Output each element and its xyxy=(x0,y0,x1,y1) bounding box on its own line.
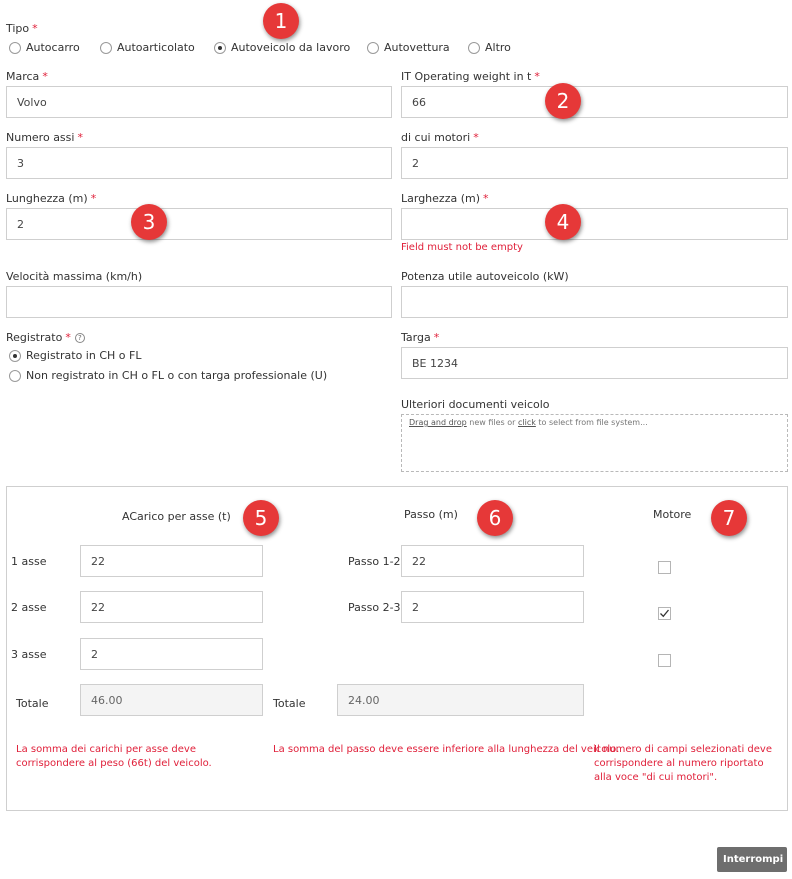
numero-assi-label: Numero assi * xyxy=(6,131,83,144)
annotation-badge-4: 4 xyxy=(545,204,581,240)
annotation-badge-7: 7 xyxy=(711,500,747,536)
annotation-badge-5: 5 xyxy=(243,500,279,536)
motor-checkbox-2[interactable] xyxy=(658,607,671,620)
axle-row-label: 3 asse xyxy=(11,648,47,661)
operating-weight-input[interactable] xyxy=(401,86,788,118)
potenza-label: Potenza utile autoveicolo (kW) xyxy=(401,270,569,283)
registrato-label: Registrato * ? xyxy=(6,331,85,344)
annotation-badge-3: 3 xyxy=(131,204,167,240)
annotation-badge-2: 2 xyxy=(545,83,581,119)
motor-header: Motore xyxy=(653,508,692,521)
di-cui-motori-label: di cui motori * xyxy=(401,131,479,144)
documenti-label: Ulteriori documenti veicolo xyxy=(401,398,550,411)
load-total-field xyxy=(80,684,263,716)
lunghezza-label: Lunghezza (m) * xyxy=(6,192,97,205)
tipo-option-autovettura[interactable]: Autovettura xyxy=(367,41,450,54)
axle-load-input-3[interactable] xyxy=(80,638,263,670)
tipo-option-altro[interactable]: Altro xyxy=(468,41,511,54)
registrato-option-ch-fl[interactable]: Registrato in CH o FL xyxy=(9,349,141,362)
larghezza-input[interactable] xyxy=(401,208,788,240)
load-sum-error: La somma dei carichi per asse deve corrispondere al peso (66t) del veicolo. xyxy=(16,744,212,769)
file-drop-zone[interactable]: Drag and drop new files or click to select from file system... xyxy=(401,414,788,472)
larghezza-label: Larghezza (m) * xyxy=(401,192,489,205)
load-total-label: Totale xyxy=(16,697,49,710)
numero-assi-input[interactable] xyxy=(6,147,392,179)
targa-label: Targa * xyxy=(401,331,440,344)
radio-selected-icon[interactable] xyxy=(214,42,226,54)
motor-checkbox-1[interactable] xyxy=(658,561,671,574)
tipo-option-autoarticolato[interactable]: Autoarticolato xyxy=(100,41,195,54)
axle-load-input-1[interactable] xyxy=(80,545,263,577)
registrato-option-non-registrato[interactable]: Non registrato in CH o FL o con targa professionale (U) xyxy=(9,369,327,382)
radio-icon[interactable] xyxy=(9,42,21,54)
radio-icon[interactable] xyxy=(9,370,21,382)
radio-icon[interactable] xyxy=(100,42,112,54)
click-link[interactable]: click xyxy=(517,418,536,427)
annotation-badge-6: 6 xyxy=(477,500,513,536)
pitch-input-2-3[interactable] xyxy=(401,591,584,623)
load-header: ACarico per asse (t) xyxy=(122,510,231,523)
potenza-input[interactable] xyxy=(401,286,788,318)
pitch-label: Passo 1-2 xyxy=(348,555,401,568)
pitch-label: Passo 2-3 xyxy=(348,601,401,614)
motor-checkbox-3[interactable] xyxy=(658,654,671,667)
pitch-total-label: Totale xyxy=(273,697,306,710)
tipo-option-autocarro[interactable]: Autocarro xyxy=(9,41,80,54)
radio-selected-icon[interactable] xyxy=(9,350,21,362)
lunghezza-input[interactable] xyxy=(6,208,392,240)
help-icon[interactable]: ? xyxy=(75,333,85,343)
marca-input[interactable] xyxy=(6,86,392,118)
radio-icon[interactable] xyxy=(367,42,379,54)
axle-row-label: 1 asse xyxy=(11,555,47,568)
pitch-total-field xyxy=(337,684,584,716)
axle-row-label: 2 asse xyxy=(11,601,47,614)
drag-and-drop-text: Drag and drop xyxy=(409,418,467,427)
pitch-input-1-2[interactable] xyxy=(401,545,584,577)
larghezza-error: Field must not be empty xyxy=(401,242,523,253)
targa-input[interactable] xyxy=(401,347,788,379)
annotation-badge-1: 1 xyxy=(263,3,299,39)
velocita-label: Velocità massima (km/h) xyxy=(6,270,143,283)
marca-label: Marca * xyxy=(6,70,48,83)
radio-icon[interactable] xyxy=(468,42,480,54)
velocita-input[interactable] xyxy=(6,286,392,318)
motor-count-error: Il numero di campi selezionati deve corrispondere al numero riportato alla voce "di cui motori". xyxy=(594,744,772,783)
axle-load-input-2[interactable] xyxy=(80,591,263,623)
interrompi-button[interactable]: Interrompi xyxy=(717,847,787,872)
checkmark-icon xyxy=(659,608,670,619)
tipo-label: Tipo * xyxy=(6,22,38,35)
pitch-sum-error: La somma del passo deve essere inferiore alla lunghezza del veicolo. xyxy=(273,744,620,755)
operating-weight-label: IT Operating weight in t * xyxy=(401,70,540,83)
pitch-header: Passo (m) xyxy=(404,508,458,521)
di-cui-motori-input[interactable] xyxy=(401,147,788,179)
tipo-option-autoveicolo-da-lavoro[interactable]: Autoveicolo da lavoro xyxy=(214,41,350,54)
